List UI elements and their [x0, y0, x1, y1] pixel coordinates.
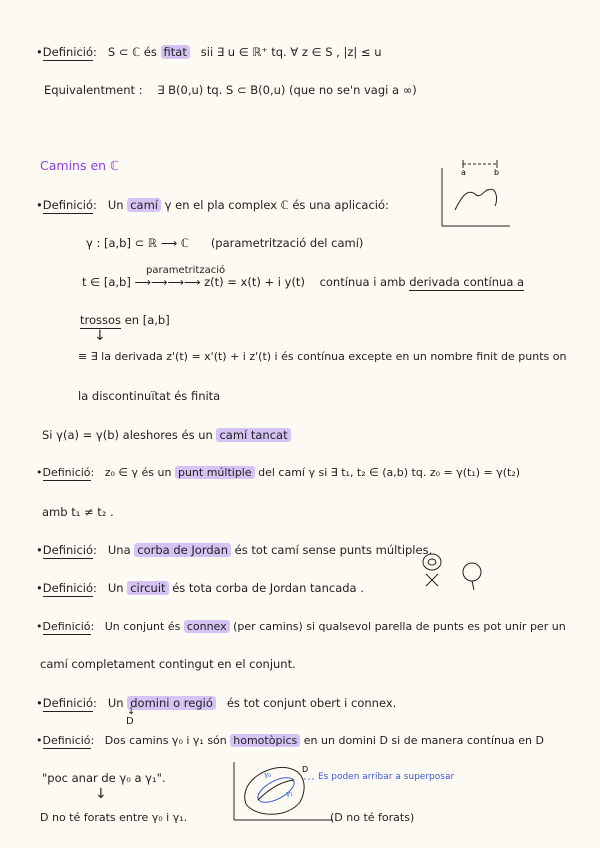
closed-pre: Si γ(a) = γ(b) aleshores és un [42, 428, 213, 442]
path-contained-line: camí completament contingut en el conjunt. [40, 657, 296, 671]
equiv-text: ∃ B(0,u) tq. S ⊂ B(0,u) (que no se'n vagi a ∞) [157, 83, 417, 97]
colon: : [90, 466, 95, 479]
colon: : [93, 45, 97, 59]
bullet: • [36, 620, 43, 633]
definition-jordan [36, 543, 432, 557]
gamma0-label: γ₀ [264, 771, 271, 779]
param-mid: z(t) = x(t) + i y(t) [204, 275, 305, 289]
definition-label: Definició [42, 620, 91, 633]
param-left: t ∈ [a,b] [82, 275, 131, 289]
text-pre: z₀ ∈ γ és un [104, 466, 172, 479]
text-post: del camí γ si ∃ t₁, t₂ ∈ (a,b) tq. z₀ = γ(t₁) = γ(t₂) [258, 466, 521, 479]
definition-multiple-point [36, 466, 520, 479]
equivalently-line [44, 83, 417, 97]
trossos-post: en [a,b] [124, 313, 170, 327]
definition-domain [36, 696, 396, 710]
parametrization-line [82, 275, 524, 289]
param-underlined: derivada contínua a [409, 275, 525, 289]
map-note: (parametrització del camí) [210, 236, 364, 250]
bullet: • [36, 198, 43, 212]
bullet: • [36, 466, 43, 479]
graph-label-b: b [494, 168, 500, 177]
highlight-term: connex [184, 620, 230, 633]
text-post: és tota corba de Jordan tancada . [172, 581, 364, 595]
derivative-line: ≡ ∃ la derivada z'(t) = x'(t) + i z'(t) i és contínua excepte en un nombre finit de punts on [78, 350, 567, 363]
text-pre: Un conjunt és [104, 620, 181, 633]
text-pre: Un [107, 581, 124, 595]
down-arrow-icon: ↓ [127, 706, 136, 717]
trossos-word: trossos [80, 313, 122, 327]
colon: : [90, 734, 95, 747]
text-pre: S ⊂ ℂ és [107, 45, 157, 59]
highlight-term: fitat [161, 45, 190, 59]
simple-loop-sketch [460, 560, 490, 600]
text-pre: Un [107, 198, 124, 212]
definition-bounded [36, 45, 382, 59]
highlight-term: domini o regió [127, 696, 216, 710]
bullet: • [36, 734, 43, 747]
definition-label: Definició [42, 581, 94, 595]
definition-circuit [36, 581, 364, 595]
distinct-params-line: amb t₁ ≠ t₂ . [42, 505, 114, 519]
param-post: contínua i amb [319, 275, 406, 289]
highlight-term: homotòpics [230, 734, 300, 747]
colon: : [93, 696, 97, 710]
domain-letter: D [126, 716, 134, 727]
definition-label: Definició [42, 198, 94, 212]
colon: : [93, 198, 97, 212]
long-arrow-icon: ⟶⟶⟶⟶ [134, 275, 201, 289]
bullet: • [36, 45, 43, 59]
definition-label: Definició [42, 734, 91, 747]
arrow-label: parametrització [146, 265, 226, 276]
colon: : [90, 620, 95, 633]
no-holes-line: D no té forats entre γ₀ i γ₁. [40, 811, 188, 824]
text-post: (per camins) si qualsevol parella de punts es pot unir per un [233, 620, 566, 633]
no-holes-paren: (D no té forats) [330, 811, 415, 824]
down-arrow-icon: ↓ [95, 786, 107, 802]
definition-path [36, 198, 389, 212]
closed-path-line [42, 428, 291, 442]
path-graph-sketch [435, 158, 515, 233]
region-label: D [302, 765, 309, 774]
equiv-label: Equivalentment : [44, 83, 143, 97]
discontinuity-line: la discontinuïtat és finita [78, 389, 221, 403]
gamma1-label: γ₁ [286, 790, 293, 798]
highlight-term: circuit [127, 581, 168, 595]
colon: : [93, 581, 97, 595]
highlight-term: punt múltiple [175, 466, 255, 479]
overlap-note: Es poden arribar a superposar [318, 772, 455, 782]
text-pre: Una [107, 543, 131, 557]
text-post: en un domini D si de manera contínua en D [303, 734, 544, 747]
text-pre: Un [107, 696, 124, 710]
definition-label: Definició [42, 696, 94, 710]
bullet: • [36, 581, 43, 595]
pass-from-line: "poc anar de γ₀ a γ₁". [42, 771, 166, 785]
bullet: • [36, 543, 43, 557]
text-post: γ en el pla complex ℂ és una aplicació: [164, 198, 389, 212]
arrow-icon: ⟶ [160, 236, 178, 250]
text-pre: Dos camins γ₀ i γ₁ són [104, 734, 227, 747]
definition-connected [36, 620, 566, 633]
map-domain: γ : [a,b] ⊂ ℝ [86, 236, 158, 250]
piecewise-line [80, 313, 170, 327]
bullet: • [36, 696, 43, 710]
highlight-term: camí tancat [216, 428, 290, 442]
definition-homotopic [36, 734, 544, 747]
graph-label-a: a [461, 168, 466, 177]
text-post: sii ∃ u ∈ ℝ⁺ tq. ∀ z ∈ S , |z| ≤ u [200, 45, 382, 59]
section-title: Camins en ℂ [40, 158, 119, 173]
colon: : [93, 543, 97, 557]
definition-label: Definició [42, 45, 94, 59]
definition-label: Definició [42, 466, 91, 479]
self-intersecting-loop-sketch [418, 550, 448, 590]
gamma-map-line [86, 236, 363, 250]
map-codomain: ℂ [180, 236, 189, 250]
text-post: és tot camí sense punts múltiples. [234, 543, 433, 557]
definition-label: Definició [42, 543, 94, 557]
down-arrow-icon: ↓ [94, 328, 106, 344]
highlight-term: camí [127, 198, 161, 212]
text-post: és tot conjunt obert i connex. [226, 696, 397, 710]
highlight-term: corba de Jordan [134, 543, 231, 557]
